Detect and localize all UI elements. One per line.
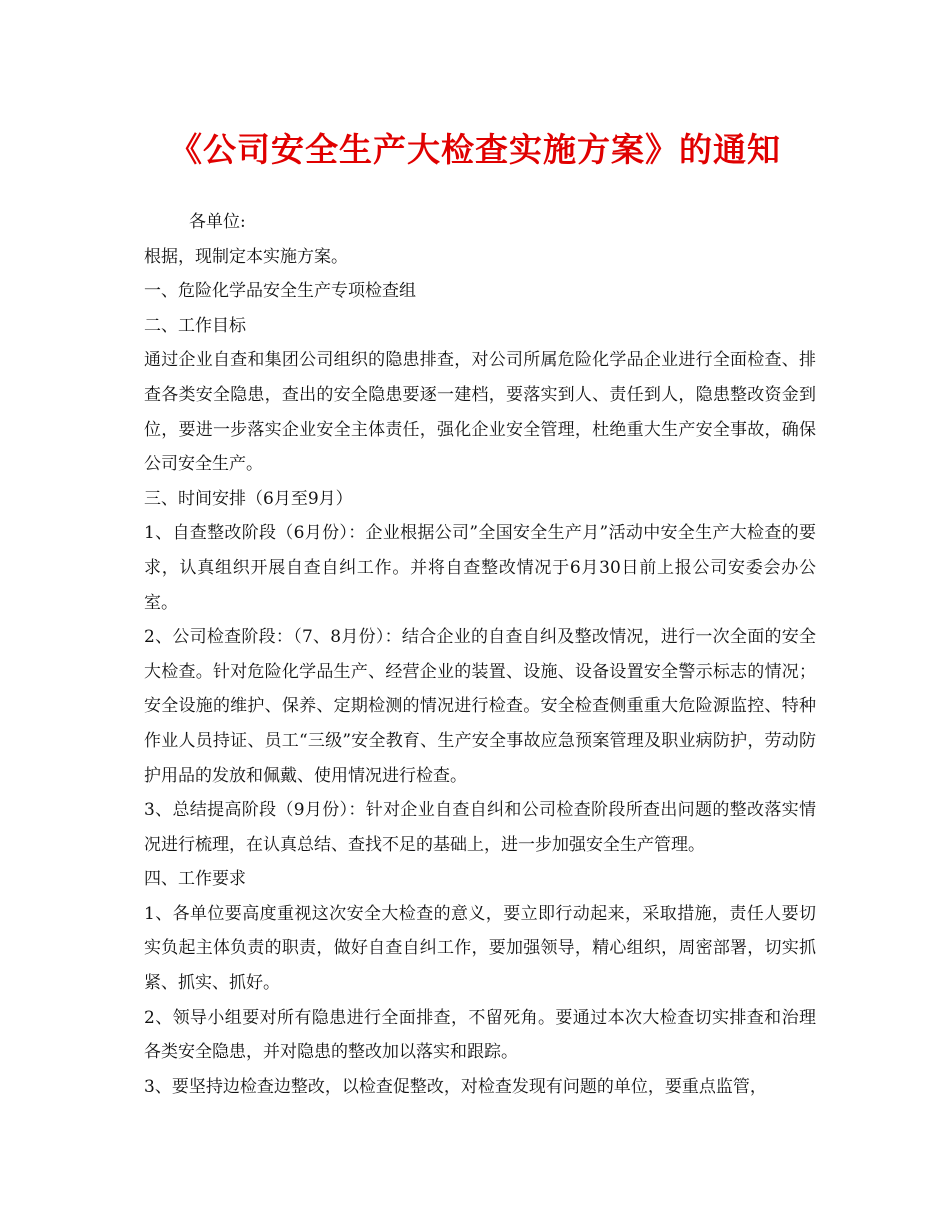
section-heading-3: 三、时间安排（6月至9月） xyxy=(144,488,353,509)
schedule-item-1: 1、自查整改阶段（6月份）：企业根据公司”全国安全生产月”活动中安全生产大检查的要求，认真组织开展自查自纠工作。并将自查整改情况于6月30日前上报公司安委会办公室。 xyxy=(144,523,816,613)
schedule-item-2: 2、公司检查阶段：（7、8月份）：结合企业的自查自纠及整改情况，进行一次全面的安全大检查。针对危险化学品生产、经营企业的装置、设施、设备设置安全警示标志的情况；安全设施的维护、保养、定期检测的情况进行检查。安全检查侧重重大危险源监控、特种作业人员持证、员工“三级”安全教育、生产安全事故应急预案管理及职业病防护，劳动防护用品的发放和佩戴、使用情况进行检查。 xyxy=(144,627,816,786)
salutation: 各单位: xyxy=(189,212,246,232)
requirement-item-3: 3、要坚持边检查边整改，以检查促整改，对检查发现有问题的单位，要重点监管， xyxy=(144,1076,767,1097)
intro-paragraph: 根据，现制定本实施方案。 xyxy=(144,246,348,267)
document-body xyxy=(144,205,816,1104)
section-heading-1: 一、危险化学品安全生产专项检查组 xyxy=(144,281,416,302)
document-title: 《公司安全生产大检查实施方案》的通知 xyxy=(169,130,781,169)
requirement-item-2: 2、领导小组要对所有隐患进行全面排查，不留死角。要通过本次大检查切实排查和治理各类安全隐患，并对隐患的整改加以落实和跟踪。 xyxy=(144,1007,816,1063)
requirement-item-1: 1、各单位要高度重视这次安全大检查的意义，要立即行动起来，采取措施，责任人要切实负起主体负责的职责，做好自查自纠工作，要加强领导，精心组织，周密部署，切实抓紧、抓实、抓好。 xyxy=(144,903,816,994)
section-heading-4: 四、工作要求 xyxy=(144,869,246,890)
schedule-item-3: 3、总结提高阶段（9月份）：针对企业自查自纠和公司检查阶段所查出问题的整改落实情况进行梳理，在认真总结、查找不足的基础上，进一步加强安全生产管理。 xyxy=(144,800,816,855)
goal-paragraph: 通过企业自查和集团公司组织的隐患排查，对公司所属危险化学品企业进行全面检查、排查各类安全隐患，查出的安全隐患要逐一建档，要落实到人、责任到人，隐患整改资金到位，要进一步落实企业安全主体责任，强化企业安全管理，杜绝重大生产安全事故，确保公司安全生产。 xyxy=(144,350,816,475)
section-heading-2: 二、工作目标 xyxy=(144,315,246,336)
